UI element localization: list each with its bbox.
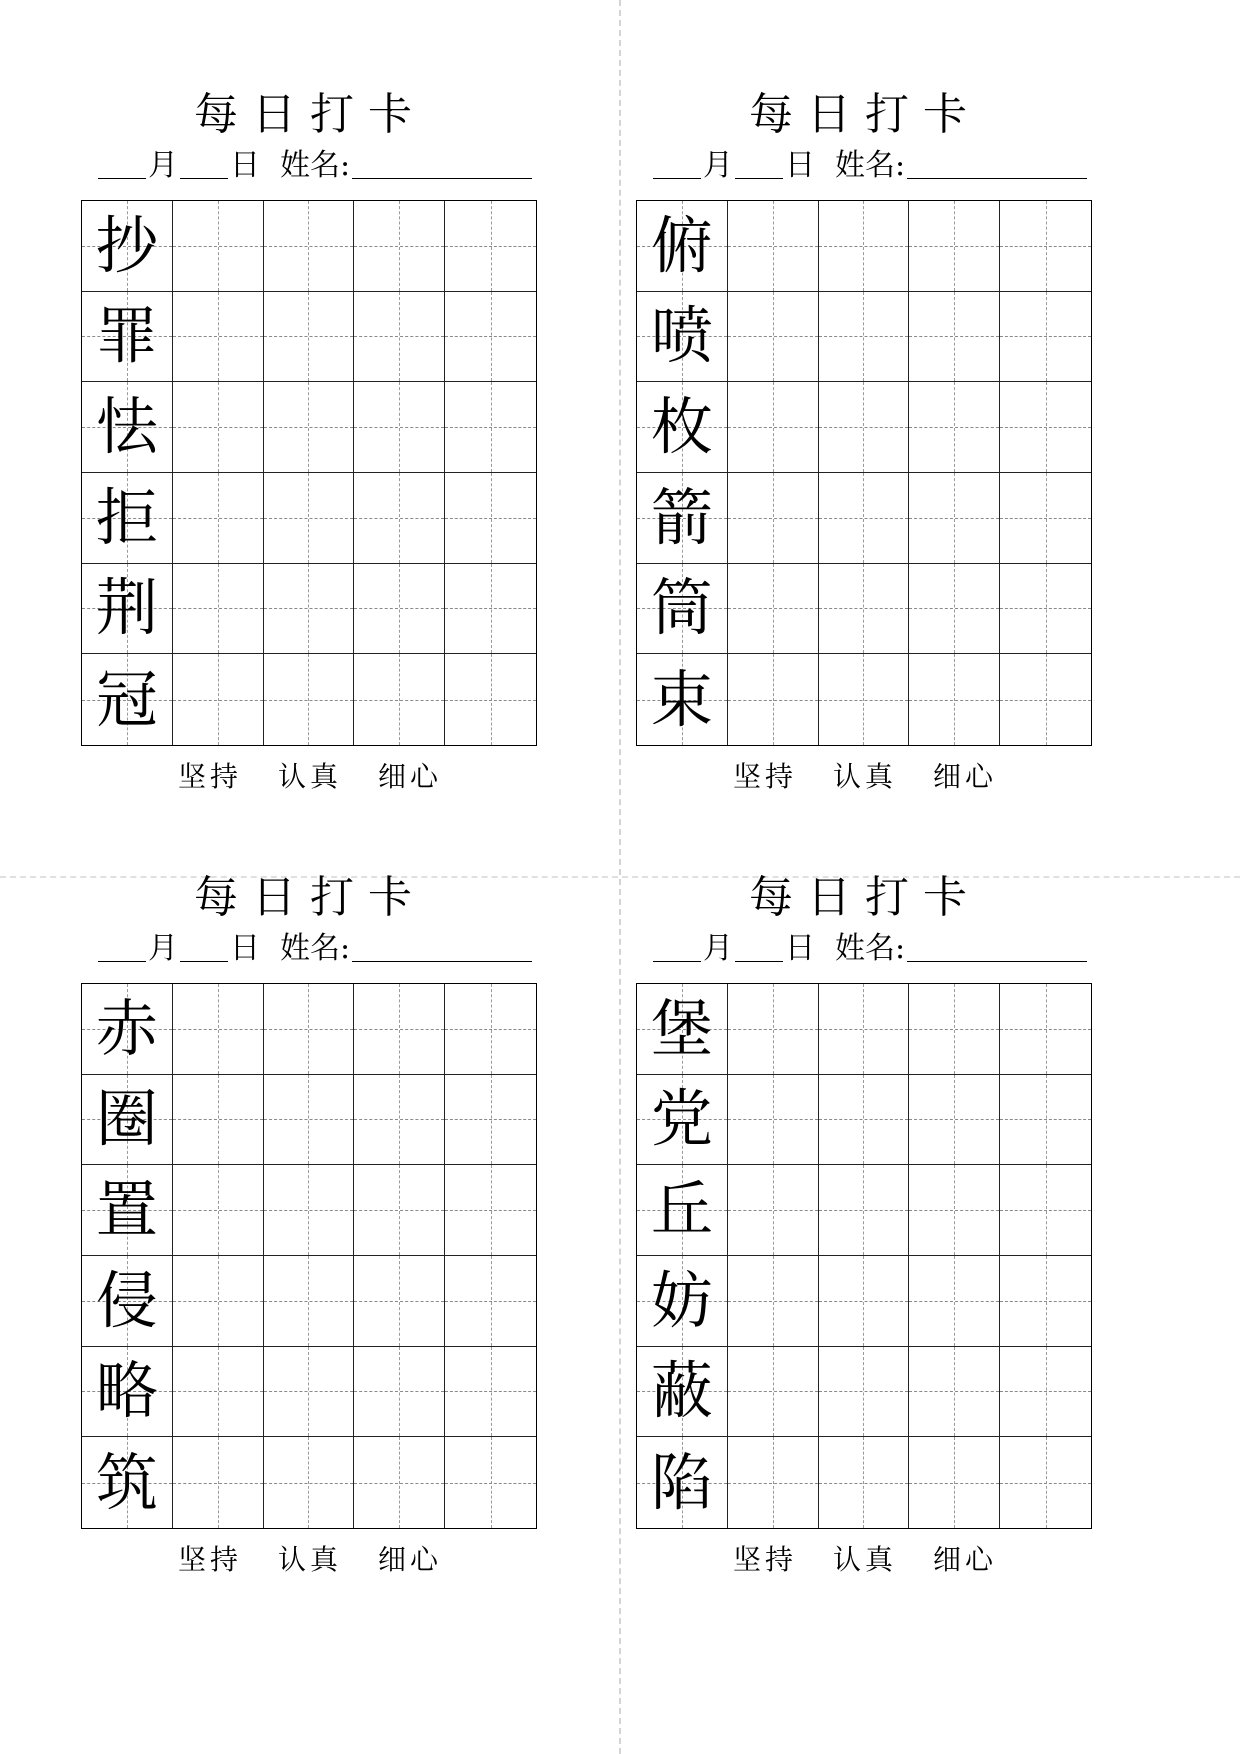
practice-cell[interactable] — [819, 382, 910, 473]
day-label: 日 — [230, 148, 260, 183]
practice-card — [0, 783, 560, 1583]
practice-cell[interactable] — [909, 292, 1000, 383]
model-character: 枚 — [650, 390, 713, 464]
practice-cell[interactable] — [445, 201, 536, 292]
model-character: 抄 — [95, 208, 158, 282]
model-character: 喷 — [650, 299, 713, 373]
card-title: 每日打卡 — [194, 872, 426, 923]
model-character-cell — [637, 984, 728, 1075]
practice-cell[interactable] — [909, 1437, 1000, 1528]
name-blank[interactable] — [352, 148, 532, 179]
model-character-cell — [82, 382, 173, 473]
motto-word: 细心 — [378, 1543, 443, 1576]
practice-cell[interactable] — [819, 1437, 910, 1528]
practice-cell[interactable] — [354, 1256, 445, 1347]
date-name-line — [653, 148, 1087, 184]
practice-cell[interactable] — [909, 201, 1000, 292]
month-blank[interactable] — [653, 148, 701, 179]
practice-cell[interactable] — [354, 564, 445, 655]
practice-cell[interactable] — [1000, 654, 1091, 745]
model-character-cell — [82, 473, 173, 564]
practice-cell[interactable] — [909, 473, 1000, 564]
motto-word: 细心 — [378, 760, 443, 793]
model-character-cell — [82, 292, 173, 383]
model-character-cell — [637, 1347, 728, 1438]
model-character: 置 — [95, 1173, 158, 1247]
practice-cell[interactable] — [819, 1347, 910, 1438]
practice-cell[interactable] — [173, 1256, 264, 1347]
motto-word: 坚持 — [177, 760, 242, 793]
practice-cell[interactable] — [173, 382, 264, 473]
writing-grid — [636, 200, 1092, 746]
model-character-cell — [637, 564, 728, 655]
practice-cell[interactable] — [354, 1437, 445, 1528]
model-character: 束 — [650, 662, 713, 736]
practice-card — [555, 783, 1115, 1583]
practice-cell[interactable] — [264, 201, 355, 292]
motto-word: 认真 — [832, 1543, 897, 1576]
model-character-cell — [637, 201, 728, 292]
practice-cell[interactable] — [173, 1075, 264, 1166]
day-blank[interactable] — [180, 148, 228, 179]
model-character: 蔽 — [650, 1354, 713, 1428]
practice-cell[interactable] — [173, 473, 264, 564]
practice-cell[interactable] — [354, 473, 445, 564]
name-label: 姓名: — [835, 931, 906, 966]
motto-word: 坚持 — [177, 1543, 242, 1576]
day-label: 日 — [785, 931, 815, 966]
writing-grid — [636, 983, 1092, 1529]
practice-cell[interactable] — [1000, 984, 1091, 1075]
name-blank[interactable] — [907, 148, 1087, 179]
practice-cell[interactable] — [354, 292, 445, 383]
practice-cell[interactable] — [819, 201, 910, 292]
motto-word: 细心 — [933, 1543, 998, 1576]
practice-cell[interactable] — [264, 1437, 355, 1528]
practice-cell[interactable] — [445, 473, 536, 564]
model-character: 赤 — [95, 991, 158, 1065]
practice-cell[interactable] — [819, 654, 910, 745]
practice-cell[interactable] — [819, 564, 910, 655]
practice-cell[interactable] — [354, 984, 445, 1075]
practice-cell[interactable] — [728, 292, 819, 383]
model-character: 妨 — [650, 1263, 713, 1337]
practice-cell[interactable] — [445, 564, 536, 655]
model-character-cell — [82, 1347, 173, 1438]
model-character-cell — [82, 1437, 173, 1528]
practice-cell[interactable] — [1000, 292, 1091, 383]
practice-cell[interactable] — [728, 984, 819, 1075]
practice-cell[interactable] — [354, 382, 445, 473]
practice-cell[interactable] — [728, 654, 819, 745]
practice-card — [555, 0, 1115, 800]
model-character: 陷 — [650, 1445, 713, 1519]
model-character-cell — [637, 382, 728, 473]
writing-grid — [81, 200, 537, 746]
practice-cell[interactable] — [354, 201, 445, 292]
practice-cell[interactable] — [819, 1165, 910, 1256]
practice-cell[interactable] — [728, 382, 819, 473]
model-character-cell — [637, 1165, 728, 1256]
practice-cell[interactable] — [264, 1256, 355, 1347]
model-character: 筒 — [650, 571, 713, 645]
practice-cell[interactable] — [445, 292, 536, 383]
day-blank[interactable] — [180, 931, 228, 962]
practice-cell[interactable] — [1000, 1256, 1091, 1347]
model-character: 堡 — [650, 991, 713, 1065]
practice-cell[interactable] — [445, 1165, 536, 1256]
model-character-cell — [637, 473, 728, 564]
practice-cell[interactable] — [728, 201, 819, 292]
model-character-cell — [82, 564, 173, 655]
month-blank[interactable] — [653, 931, 701, 962]
model-character-cell — [82, 654, 173, 745]
model-character: 荆 — [95, 571, 158, 645]
practice-card — [0, 0, 560, 800]
motto-word: 认真 — [277, 760, 342, 793]
month-blank[interactable] — [98, 931, 146, 962]
model-character: 怯 — [95, 390, 158, 464]
model-character-cell — [637, 1075, 728, 1166]
practice-cell[interactable] — [728, 1165, 819, 1256]
model-character: 丘 — [650, 1173, 713, 1247]
model-character: 俯 — [650, 208, 713, 282]
practice-cell[interactable] — [173, 984, 264, 1075]
practice-cell[interactable] — [264, 1075, 355, 1166]
practice-cell[interactable] — [728, 1437, 819, 1528]
practice-cell[interactable] — [445, 382, 536, 473]
practice-cell[interactable] — [173, 564, 264, 655]
practice-cell[interactable] — [909, 984, 1000, 1075]
practice-cell[interactable] — [354, 1075, 445, 1166]
model-character: 略 — [95, 1354, 158, 1428]
motto-word: 坚持 — [732, 760, 797, 793]
practice-cell[interactable] — [445, 1256, 536, 1347]
name-label: 姓名: — [835, 148, 906, 183]
name-blank[interactable] — [907, 931, 1087, 962]
practice-cell[interactable] — [1000, 382, 1091, 473]
model-character-cell — [637, 1437, 728, 1528]
practice-cell[interactable] — [1000, 201, 1091, 292]
practice-cell[interactable] — [1000, 1165, 1091, 1256]
day-blank[interactable] — [735, 931, 783, 962]
month-label: 月 — [148, 148, 178, 183]
practice-cell[interactable] — [1000, 1075, 1091, 1166]
motto-word: 坚持 — [732, 1543, 797, 1576]
month-label: 月 — [148, 931, 178, 966]
motto-word: 认真 — [277, 1543, 342, 1576]
practice-cell[interactable] — [909, 1256, 1000, 1347]
practice-cell[interactable] — [445, 984, 536, 1075]
practice-cell[interactable] — [1000, 473, 1091, 564]
practice-cell[interactable] — [1000, 1347, 1091, 1438]
motto — [555, 1543, 1175, 1577]
model-character: 筑 — [95, 1445, 158, 1519]
model-character: 箭 — [650, 480, 713, 554]
model-character-cell — [637, 292, 728, 383]
practice-cell[interactable] — [264, 382, 355, 473]
model-character-cell — [637, 654, 728, 745]
model-character-cell — [82, 201, 173, 292]
practice-cell[interactable] — [728, 1347, 819, 1438]
date-name-line — [98, 148, 532, 184]
date-name-line — [653, 931, 1087, 967]
practice-cell[interactable] — [909, 1347, 1000, 1438]
model-character: 党 — [650, 1082, 713, 1156]
day-blank[interactable] — [735, 148, 783, 179]
day-label: 日 — [230, 931, 260, 966]
practice-cell[interactable] — [728, 473, 819, 564]
card-title: 每日打卡 — [194, 89, 426, 140]
card-title: 每日打卡 — [749, 872, 981, 923]
model-character: 拒 — [95, 480, 158, 554]
model-character-cell — [82, 1075, 173, 1166]
practice-cell[interactable] — [264, 564, 355, 655]
month-label: 月 — [703, 931, 733, 966]
practice-cell[interactable] — [909, 1165, 1000, 1256]
practice-cell[interactable] — [1000, 564, 1091, 655]
practice-cell[interactable] — [173, 292, 264, 383]
practice-cell[interactable] — [264, 654, 355, 745]
practice-cell[interactable] — [909, 564, 1000, 655]
practice-cell[interactable] — [819, 292, 910, 383]
practice-cell[interactable] — [819, 984, 910, 1075]
model-character: 侵 — [95, 1263, 158, 1337]
model-character: 冠 — [95, 662, 158, 736]
practice-cell[interactable] — [819, 1256, 910, 1347]
practice-cell[interactable] — [445, 1347, 536, 1438]
practice-cell[interactable] — [445, 1437, 536, 1528]
practice-cell[interactable] — [173, 1437, 264, 1528]
practice-cell[interactable] — [909, 382, 1000, 473]
practice-cell[interactable] — [354, 1165, 445, 1256]
model-character-cell — [82, 984, 173, 1075]
practice-cell[interactable] — [264, 1165, 355, 1256]
practice-cell[interactable] — [354, 1347, 445, 1438]
date-name-line — [98, 931, 532, 967]
practice-cell[interactable] — [909, 654, 1000, 745]
name-label: 姓名: — [280, 931, 351, 966]
practice-cell[interactable] — [1000, 1437, 1091, 1528]
model-character-cell — [82, 1256, 173, 1347]
practice-cell[interactable] — [728, 564, 819, 655]
card-title: 每日打卡 — [749, 89, 981, 140]
writing-grid — [81, 983, 537, 1529]
practice-cell[interactable] — [173, 1347, 264, 1438]
practice-cell[interactable] — [445, 1075, 536, 1166]
practice-cell[interactable] — [173, 654, 264, 745]
practice-cell[interactable] — [728, 1256, 819, 1347]
practice-cell[interactable] — [173, 201, 264, 292]
model-character-cell — [82, 1165, 173, 1256]
practice-cell[interactable] — [264, 984, 355, 1075]
practice-cell[interactable] — [173, 1165, 264, 1256]
month-blank[interactable] — [98, 148, 146, 179]
motto-word: 细心 — [933, 760, 998, 793]
model-character: 罪 — [95, 299, 158, 373]
practice-cell[interactable] — [728, 1075, 819, 1166]
name-label: 姓名: — [280, 148, 351, 183]
name-blank[interactable] — [352, 931, 532, 962]
model-character-cell — [637, 1256, 728, 1347]
practice-cell[interactable] — [909, 1075, 1000, 1166]
motto-word: 认真 — [832, 760, 897, 793]
model-character: 圈 — [95, 1082, 158, 1156]
practice-cell[interactable] — [819, 473, 910, 564]
day-label: 日 — [785, 148, 815, 183]
practice-cell[interactable] — [354, 654, 445, 745]
month-label: 月 — [703, 148, 733, 183]
practice-cell[interactable] — [445, 654, 536, 745]
motto — [0, 1543, 620, 1577]
practice-cell[interactable] — [819, 1075, 910, 1166]
practice-cell[interactable] — [264, 1347, 355, 1438]
practice-cell[interactable] — [264, 473, 355, 564]
practice-cell[interactable] — [264, 292, 355, 383]
